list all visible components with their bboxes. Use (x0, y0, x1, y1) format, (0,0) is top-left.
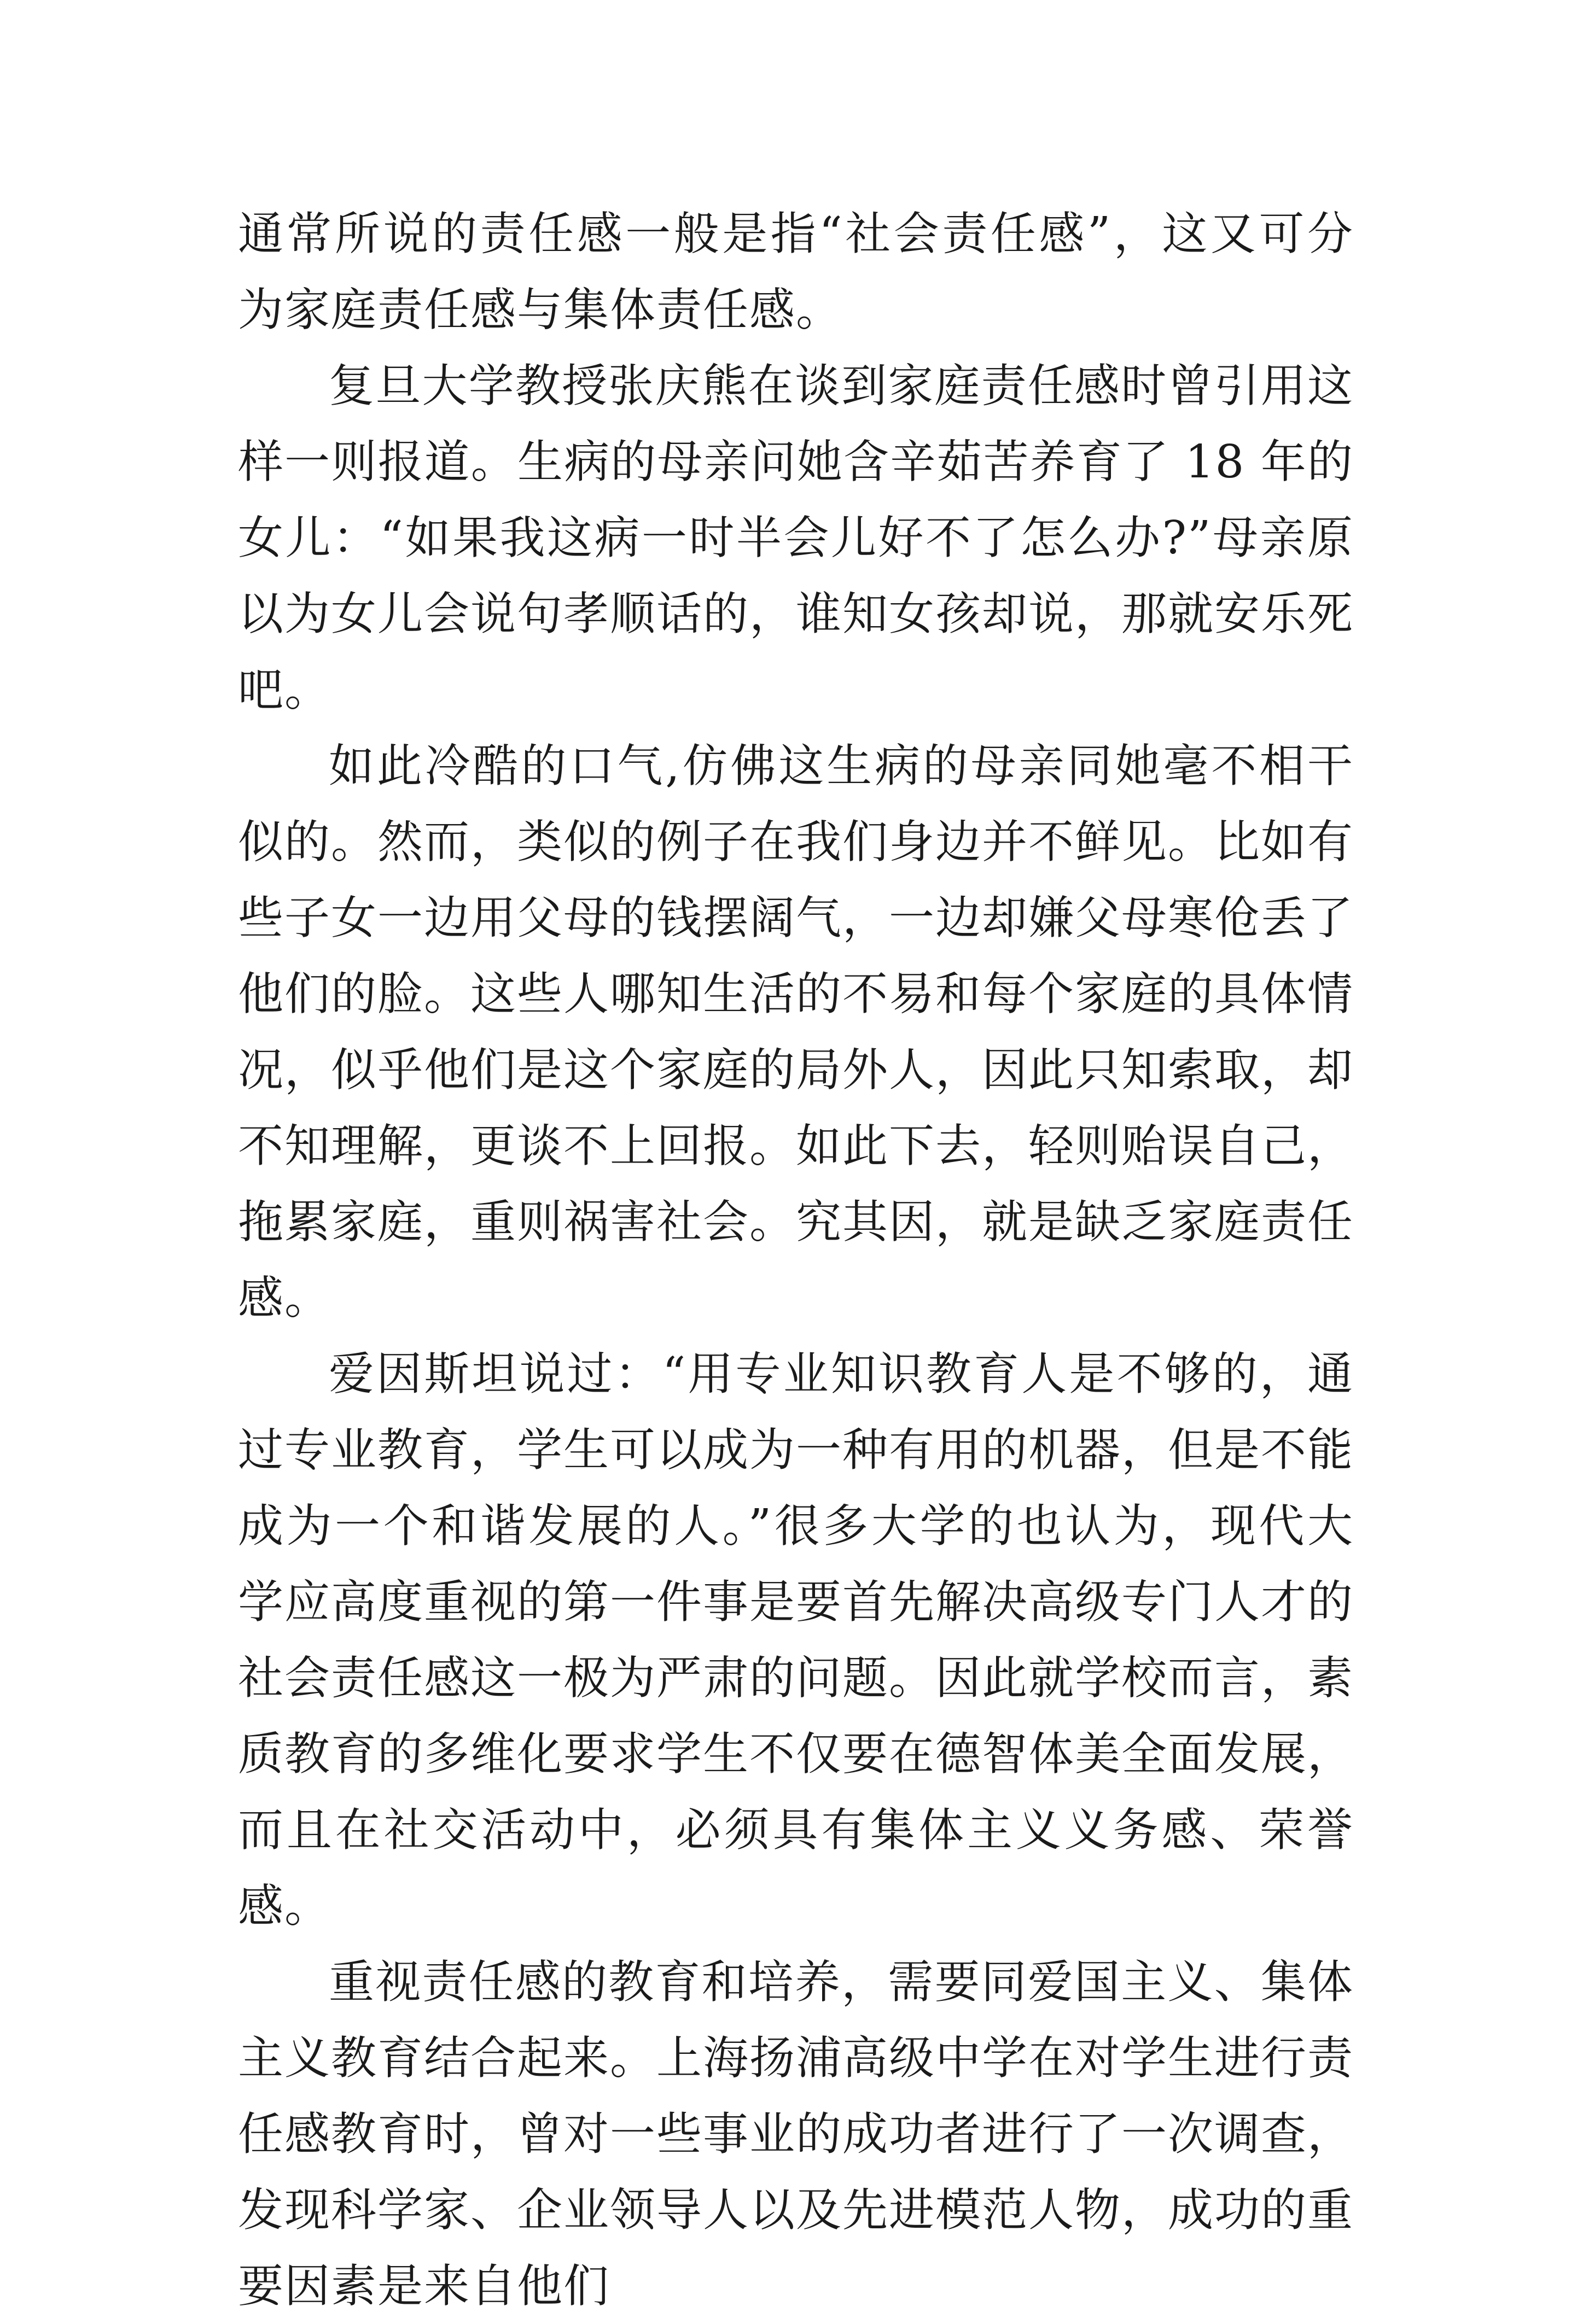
paragraph-einstein-quote: 爱因斯坦说过：“用专业知识教育人是不够的，通过专业教育，学生可以成为一种有用的机器，但是不能成为一个和谐发展的人。”很多大学的也认为，现代大学应高度重视的第一件事是要首先解决高级专门人才的社会责任感这一极为严肃的问题。因此就学校而言，素质教育的多维化要求学生不仅要在德智体美全面发展，而且在社交活动中，必须具有集体主义义务感、荣誉感。 (238, 1347, 1354, 1932)
paragraph-cold-attitude-examples: 如此冷酷的口气,仿佛这生病的母亲同她毫不相干似的。然而，类似的例子在我们身边并不鲜见。比如有些子女一边用父母的钱摆阔气，一边却嫌父母寒伧丢了他们的脸。这些人哪知生活的不易和每个家庭的具体情况，似乎他们是这个家庭的局外人，因此只知索取，却不知理解，更谈不上回报。如此下去，轻则贻误自己，拖累家庭，重则祸害社会。究其因，就是缺乏家庭责任感。 (238, 739, 1354, 1324)
paragraph-family-responsibility-intro: 通常所说的责任感一般是指“社会责任感”，这又可分为家庭责任感与集体责任感。 (238, 207, 1354, 336)
document-body (238, 196, 1354, 2324)
paragraph-patriotic-education: 重视责任感的教育和培养，需要同爱国主义、集体主义教育结合起来。上海扬浦高级中学在对学生进行责任感教育时，曾对一些事业的成功者进行了一次调查，发现科学家、企业领导人以及先进模范人物，成功的重要因素是来自他们 (238, 1955, 1354, 2313)
paragraph-zhang-qingxiong-report: 复旦大学教授张庆熊在谈到家庭责任感时曾引用这样一则报道。生病的母亲问她含辛茹苦养育了 18 年的女儿：“如果我这病一时半会儿好不了怎么办?”母亲原以为女儿会说句孝顺话的，谁知女孩却说，那就安乐死吧。 (238, 359, 1354, 716)
